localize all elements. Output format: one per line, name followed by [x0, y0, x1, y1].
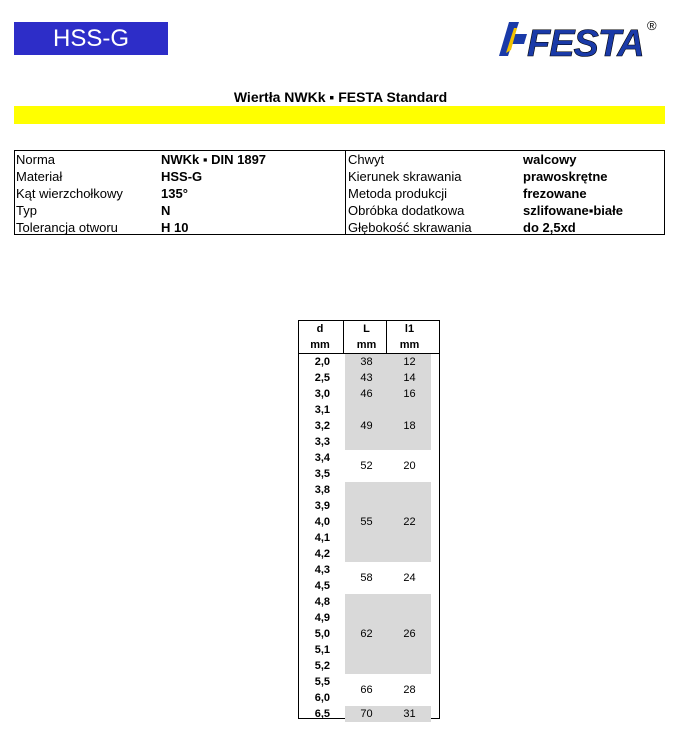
flute-length-value: 24 [403, 572, 416, 584]
flute-length-value: 31 [403, 708, 416, 720]
page-title: Wiertła NWKk ▪ FESTA Standard [233, 89, 448, 105]
title-bar [14, 106, 665, 124]
diameter-value: 3,2 [314, 420, 330, 432]
spec-divider [345, 151, 346, 234]
spec-value: NWKk ▪ DIN 1897 [161, 152, 267, 167]
size-group [345, 562, 431, 594]
flute-length-value: 22 [403, 516, 416, 528]
spec-label: Materiał [16, 169, 63, 184]
size-group [345, 450, 431, 482]
spec-value: N [161, 203, 171, 218]
length-value: 70 [360, 708, 373, 720]
flute-length-value: 28 [403, 684, 416, 696]
diameter-value: 2,0 [314, 356, 330, 368]
diameter-value: 6,0 [314, 692, 330, 704]
spec-label: Obróbka dodatkowa [348, 203, 465, 218]
spec-value: 135° [161, 186, 188, 201]
spec-label: Typ [16, 203, 37, 218]
column-header: l1 [404, 323, 415, 335]
material-badge: HSS-G [14, 22, 168, 55]
diameter-value: 2,5 [314, 372, 330, 384]
spec-label: Norma [16, 152, 56, 167]
size-group [345, 402, 431, 450]
spec-value: frezowane [523, 186, 587, 201]
diameter-value: 5,2 [314, 660, 330, 672]
size-group [345, 354, 431, 370]
column-header: d [316, 323, 324, 335]
size-group [345, 594, 431, 674]
diameter-value: 3,4 [314, 452, 330, 464]
spec-label: Chwyt [348, 152, 385, 167]
svg-text:®: ® [647, 18, 657, 33]
spec-value: walcowy [523, 152, 577, 167]
spec-value: szlifowane▪białe [523, 203, 623, 218]
column-unit: mm [310, 339, 330, 351]
length-value: 66 [360, 684, 373, 696]
flute-length-value: 26 [403, 628, 416, 640]
diameter-value: 3,3 [314, 436, 330, 448]
size-group [345, 674, 431, 706]
spec-label: Tolerancja otworu [16, 220, 118, 235]
length-value: 43 [360, 372, 373, 384]
diameter-value: 4,3 [314, 564, 330, 576]
spec-label: Metoda produkcji [348, 186, 447, 201]
size-group [345, 706, 431, 722]
flute-length-value: 16 [403, 388, 416, 400]
size-group [345, 482, 431, 562]
diameter-value: 4,8 [314, 596, 330, 608]
diameter-value: 6,5 [314, 708, 330, 720]
diameter-value: 5,5 [314, 676, 330, 688]
diameter-value: 3,8 [314, 484, 330, 496]
length-value: 38 [360, 356, 373, 368]
length-value: 49 [360, 420, 373, 432]
spec-value: do 2,5xd [523, 220, 576, 235]
svg-text:FESTA: FESTA [527, 23, 644, 60]
column-unit: mm [399, 339, 420, 351]
diameter-value: 5,0 [314, 628, 330, 640]
spec-value: prawoskrętne [523, 169, 608, 184]
diameter-value: 4,0 [314, 516, 330, 528]
column-unit: mm [356, 339, 377, 351]
length-value: 55 [360, 516, 373, 528]
dimension-table [298, 320, 440, 719]
header-column-divider [386, 321, 387, 353]
diameter-value: 4,9 [314, 612, 330, 624]
length-value: 46 [360, 388, 373, 400]
diameter-value: 4,2 [314, 548, 330, 560]
spec-table [14, 150, 665, 235]
length-value: 62 [360, 628, 373, 640]
size-group [345, 370, 431, 386]
spec-label: Kąt wierzchołkowy [16, 186, 123, 201]
flute-length-value: 20 [403, 460, 416, 472]
flute-length-value: 18 [403, 420, 416, 432]
column-header: L [363, 323, 370, 335]
diameter-value: 5,1 [314, 644, 330, 656]
spec-value: H 10 [161, 220, 189, 235]
length-value: 58 [360, 572, 373, 584]
spec-label: Kierunek skrawania [348, 169, 462, 184]
size-group [345, 386, 431, 402]
length-value: 52 [360, 460, 373, 472]
header-column-divider [343, 321, 344, 353]
spec-value: HSS-G [161, 169, 203, 184]
diameter-value: 3,9 [314, 500, 330, 512]
festa-logo [497, 16, 662, 60]
diameter-value: 4,5 [314, 580, 330, 592]
diameter-value: 3,1 [314, 404, 330, 416]
diameter-value: 4,1 [314, 532, 330, 544]
flute-length-value: 12 [403, 356, 416, 368]
spec-label: Głębokość skrawania [348, 220, 472, 235]
diameter-value: 3,0 [314, 388, 330, 400]
diameter-value: 3,5 [314, 468, 330, 480]
flute-length-value: 14 [403, 372, 416, 384]
